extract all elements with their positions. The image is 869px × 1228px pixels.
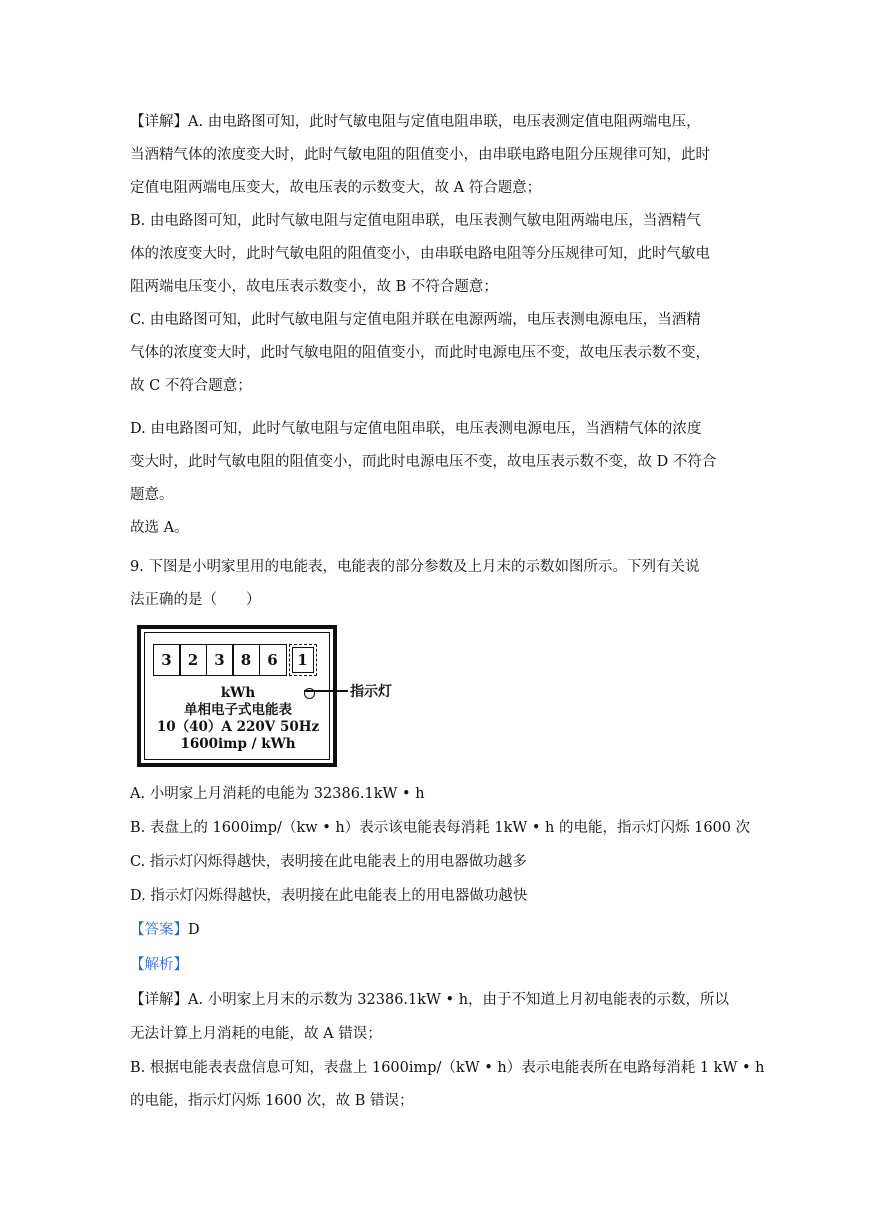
text-line: 定值电阻两端电压变大，故电压表的示数变大，故 A 符合题意； xyxy=(130,180,542,196)
text-line: 当酒精气体的浓度变大时，此时气敏电阻的阻值变小，由串联电路电阻分压规律可知，此时 xyxy=(130,147,710,163)
electric-meter-figure xyxy=(137,625,337,767)
meter-decimal-digit: 1 xyxy=(289,644,317,676)
text-line: 阻两端电压变小，故电压表示数变小，故 B 不符合题意； xyxy=(130,279,498,295)
answer-line xyxy=(130,920,200,940)
text-line: 无法计算上月消耗的电能，故 A 错误； xyxy=(130,1026,382,1042)
meter-constant: 1600imp / kWh xyxy=(180,736,296,752)
text-line: 【详解】A. 由电路图可知，此时气敏电阻与定值电阻串联，电压表测定值电阻两端电压， xyxy=(130,114,701,130)
question-text: 法正确的是（ ） xyxy=(130,592,261,608)
option-d: D. 指示灯闪烁得越快，表明接在此电能表上的用电器做功越快 xyxy=(130,888,528,904)
option-c: C. 指示灯闪烁得越快，表明接在此电能表上的用电器做功越多 xyxy=(130,854,527,870)
text-line: B. 由电路图可知，此时气敏电阻与定值电阻串联，电压表测气敏电阻两端电压，当酒精气 xyxy=(130,213,701,229)
meter-digits xyxy=(154,644,317,676)
text-line: 题意。 xyxy=(130,487,174,503)
text-line: 气体的浓度变大时，此时气敏电阻的阻值变小，而此时电源电压不变，故电压表示数不变， xyxy=(130,345,710,361)
meter-digit: 2 xyxy=(179,644,207,676)
lamp-label: 指示灯 xyxy=(350,684,392,700)
meter-rating: 10（40）A 220V 50Hz xyxy=(156,719,320,735)
answer-value: D xyxy=(188,922,200,938)
text-line: 变大时，此时气敏电阻的阻值变小，而此时电源电压不变，故电压表示数不变，故 D 不符合 xyxy=(130,454,717,470)
option-b: B. 表盘上的 1600imp/（kw • h）表示该电能表每消耗 1kW • h 的电能，指示灯闪烁 1600 次 xyxy=(130,820,751,836)
meter-digit: 6 xyxy=(259,644,287,676)
text-line: 故 C 不符合题意； xyxy=(130,378,252,394)
meter-name: 单相电子式电能表 xyxy=(184,702,292,718)
option-a: A. 小明家上月消耗的电能为 32386.1kW • h xyxy=(130,786,425,802)
question-text: 9. 下图是小明家里用的电能表，电能表的部分参数及上月末的示数如图所示。下列有关说 xyxy=(130,559,700,575)
answer-tag: 【答案】 xyxy=(130,922,188,938)
meter-panel xyxy=(144,632,330,760)
text-line: 体的浓度变大时，此时气敏电阻的阻值变小，由串联电路电阻等分压规律可知，此时气敏电 xyxy=(130,246,710,262)
meter-unit: kWh xyxy=(220,685,256,701)
analysis-tag: 【解析】 xyxy=(130,957,188,973)
text-line: 故选 A。 xyxy=(130,520,189,536)
text-line: 【详解】A. 小明家上月末的示数为 32386.1kW • h，由于不知道上月初电能表的示数，所以 xyxy=(130,992,730,1008)
text-line: D. 由电路图可知，此时气敏电阻与定值电阻串联，电压表测电源电压，当酒精气体的浓度 xyxy=(130,421,702,437)
meter-digit: 8 xyxy=(232,644,260,676)
text-line: B. 根据电能表表盘信息可知，表盘上 1600imp/（kW • h）表示电能表所在电路每消耗 1 kW • h xyxy=(130,1060,765,1076)
text-line: 的电能，指示灯闪烁 1600 次，故 B 错误； xyxy=(130,1093,414,1109)
meter-digit: 3 xyxy=(153,644,181,676)
text-line: C. 由电路图可知，此时气敏电阻与定值电阻并联在电源两端，电压表测电源电压，当酒精 xyxy=(130,312,701,328)
lamp-pointer-line xyxy=(304,690,348,692)
meter-digit: 3 xyxy=(206,644,234,676)
